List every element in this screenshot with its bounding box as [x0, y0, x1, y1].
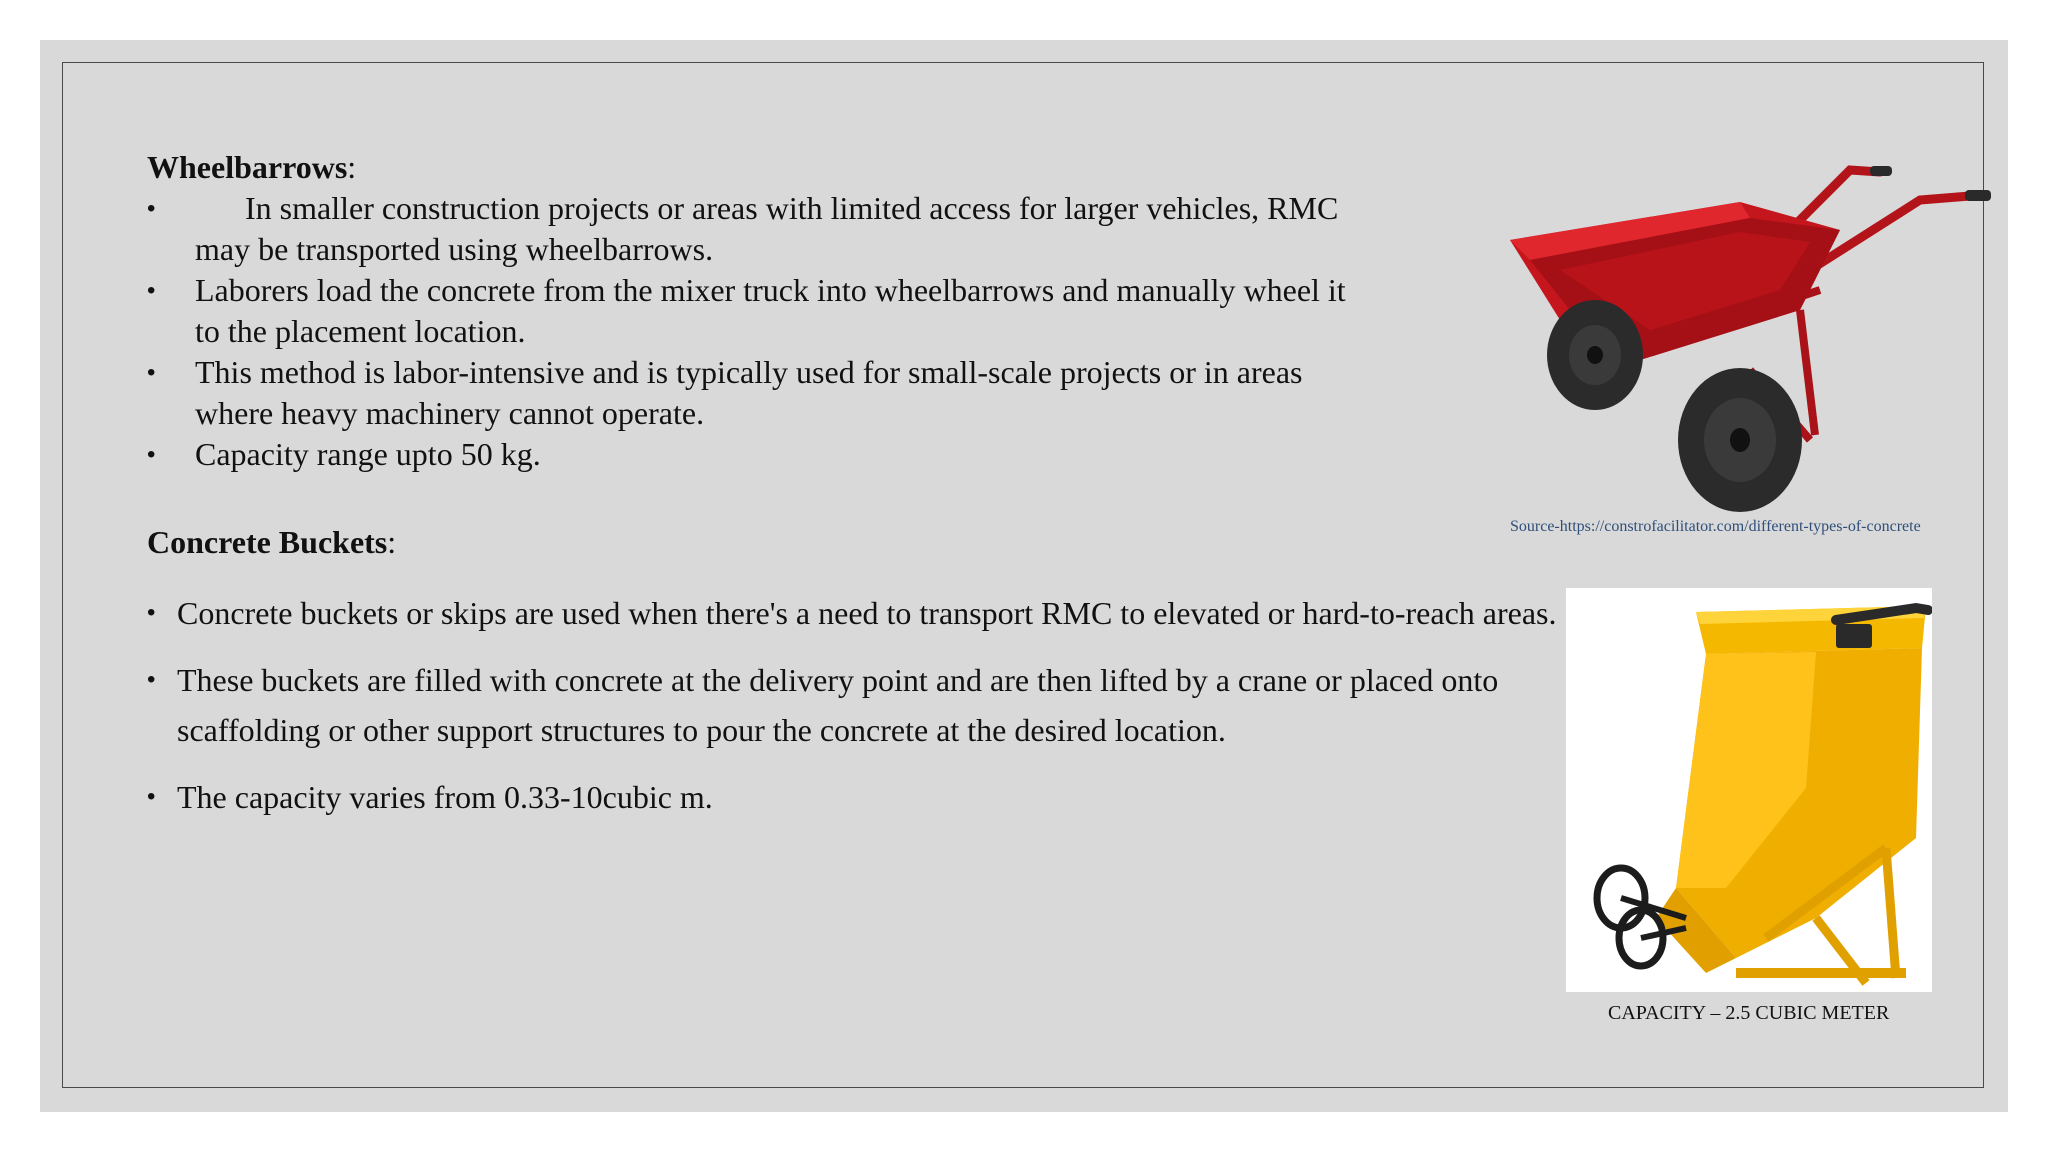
list-item: [147, 188, 1347, 270]
list-item-text: This method is labor-intensive and is typically used for small-scale projects or in areas where heavy machinery cannot operate.: [195, 354, 1303, 431]
list-item-text: The capacity varies from 0.33-10cubic m.: [177, 779, 713, 815]
wheelbarrows-bullet-list: [147, 188, 1347, 475]
slide: [40, 40, 2008, 1112]
bullet-icon: •: [147, 359, 156, 386]
list-item-text: These buckets are filled with concrete at the delivery point and are then lifted by a crane or placed onto scaffolding or other support structures to pour the concrete at the desired location.: [177, 662, 1499, 748]
concrete-buckets-heading-colon: :: [387, 524, 397, 560]
bullet-icon: •: [147, 277, 156, 304]
wheelbarrows-heading-text: Wheelbarrows: [147, 149, 348, 185]
image-source-link[interactable]: Source-https://constrofacilitator.com/different-types-of-concrete: [1510, 518, 1921, 535]
list-item: [147, 434, 1347, 475]
list-item-text: Concrete buckets or skips are used when there's a need to transport RMC to elevated or hard-to-reach areas.: [177, 595, 1557, 631]
concrete-buckets-heading-text: Concrete Buckets: [147, 524, 388, 560]
concrete-bucket-image-icon: [1566, 588, 1932, 992]
list-item-text: Laborers load the concrete from the mixer truck into wheelbarrows and manually wheel it to the placement location.: [195, 272, 1346, 349]
bullet-icon: •: [147, 599, 156, 626]
bullet-icon: •: [147, 783, 156, 810]
bullet-icon: •: [147, 441, 156, 468]
list-item: [147, 270, 1347, 352]
wheelbarrow-image-icon: [1500, 160, 2000, 520]
bullet-icon: •: [147, 195, 156, 222]
concrete-buckets-heading: [147, 522, 396, 562]
bullet-icon: •: [147, 666, 156, 693]
list-item-text: Capacity range upto 50 kg.: [195, 436, 541, 472]
list-item-text: In smaller construction projects or areas with limited access for larger vehicles, RMC may be transported using wheelbarrows.: [195, 190, 1339, 267]
bucket-capacity-caption: CAPACITY – 2.5 CUBIC METER: [1608, 1002, 1890, 1024]
list-item: [147, 655, 1547, 755]
concrete-buckets-bullet-list: [147, 588, 1557, 839]
list-item: [147, 588, 1557, 638]
list-item: [147, 352, 1347, 434]
wheelbarrows-heading-colon: :: [347, 149, 357, 185]
list-item: [147, 772, 1547, 822]
wheelbarrows-heading: [147, 147, 356, 187]
